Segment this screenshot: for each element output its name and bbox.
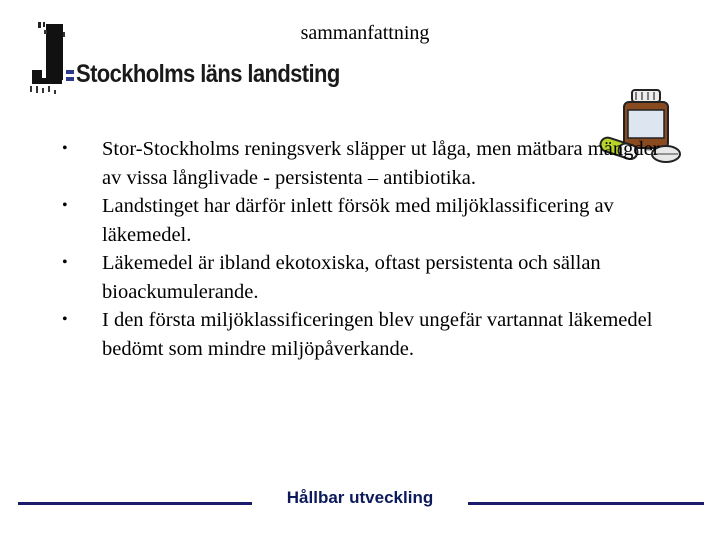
bullet-icon: • (62, 254, 68, 271)
bullet-icon: • (62, 197, 68, 214)
bullet-item-1 (62, 135, 662, 192)
bullet-text: I den första miljöklassificeringen blev ungefär vartannat läkemedel bedömt som mindre miljöpåverkande. (102, 309, 653, 360)
footer-divider-right (468, 502, 704, 505)
bullet-text: Stor-Stockholms reningsverk släpper ut låga, men mätbara mängder av vissa långlivade - persistenta – antibiotika. (102, 138, 660, 189)
bullet-icon: • (62, 311, 68, 328)
slide-title: sammanfattning (300, 22, 430, 44)
bullet-list (62, 135, 662, 363)
footer-label: Hållbar utveckling (286, 488, 434, 507)
footer-divider-left (18, 502, 252, 505)
bullet-item-4 (62, 306, 662, 363)
bullet-item-2 (62, 192, 662, 249)
bullet-text: Läkemedel är ibland ekotoxiska, oftast persistenta och sällan bioackumulerande. (102, 252, 601, 303)
bullet-icon: • (62, 140, 68, 157)
logo-mark-icon (28, 20, 76, 100)
bullet-item-3 (62, 249, 662, 306)
logo-wordmark: Stockholms läns landsting (76, 59, 340, 88)
bullet-text: Landstinget har därför inlett försök med miljöklassificering av läkemedel. (102, 195, 614, 246)
